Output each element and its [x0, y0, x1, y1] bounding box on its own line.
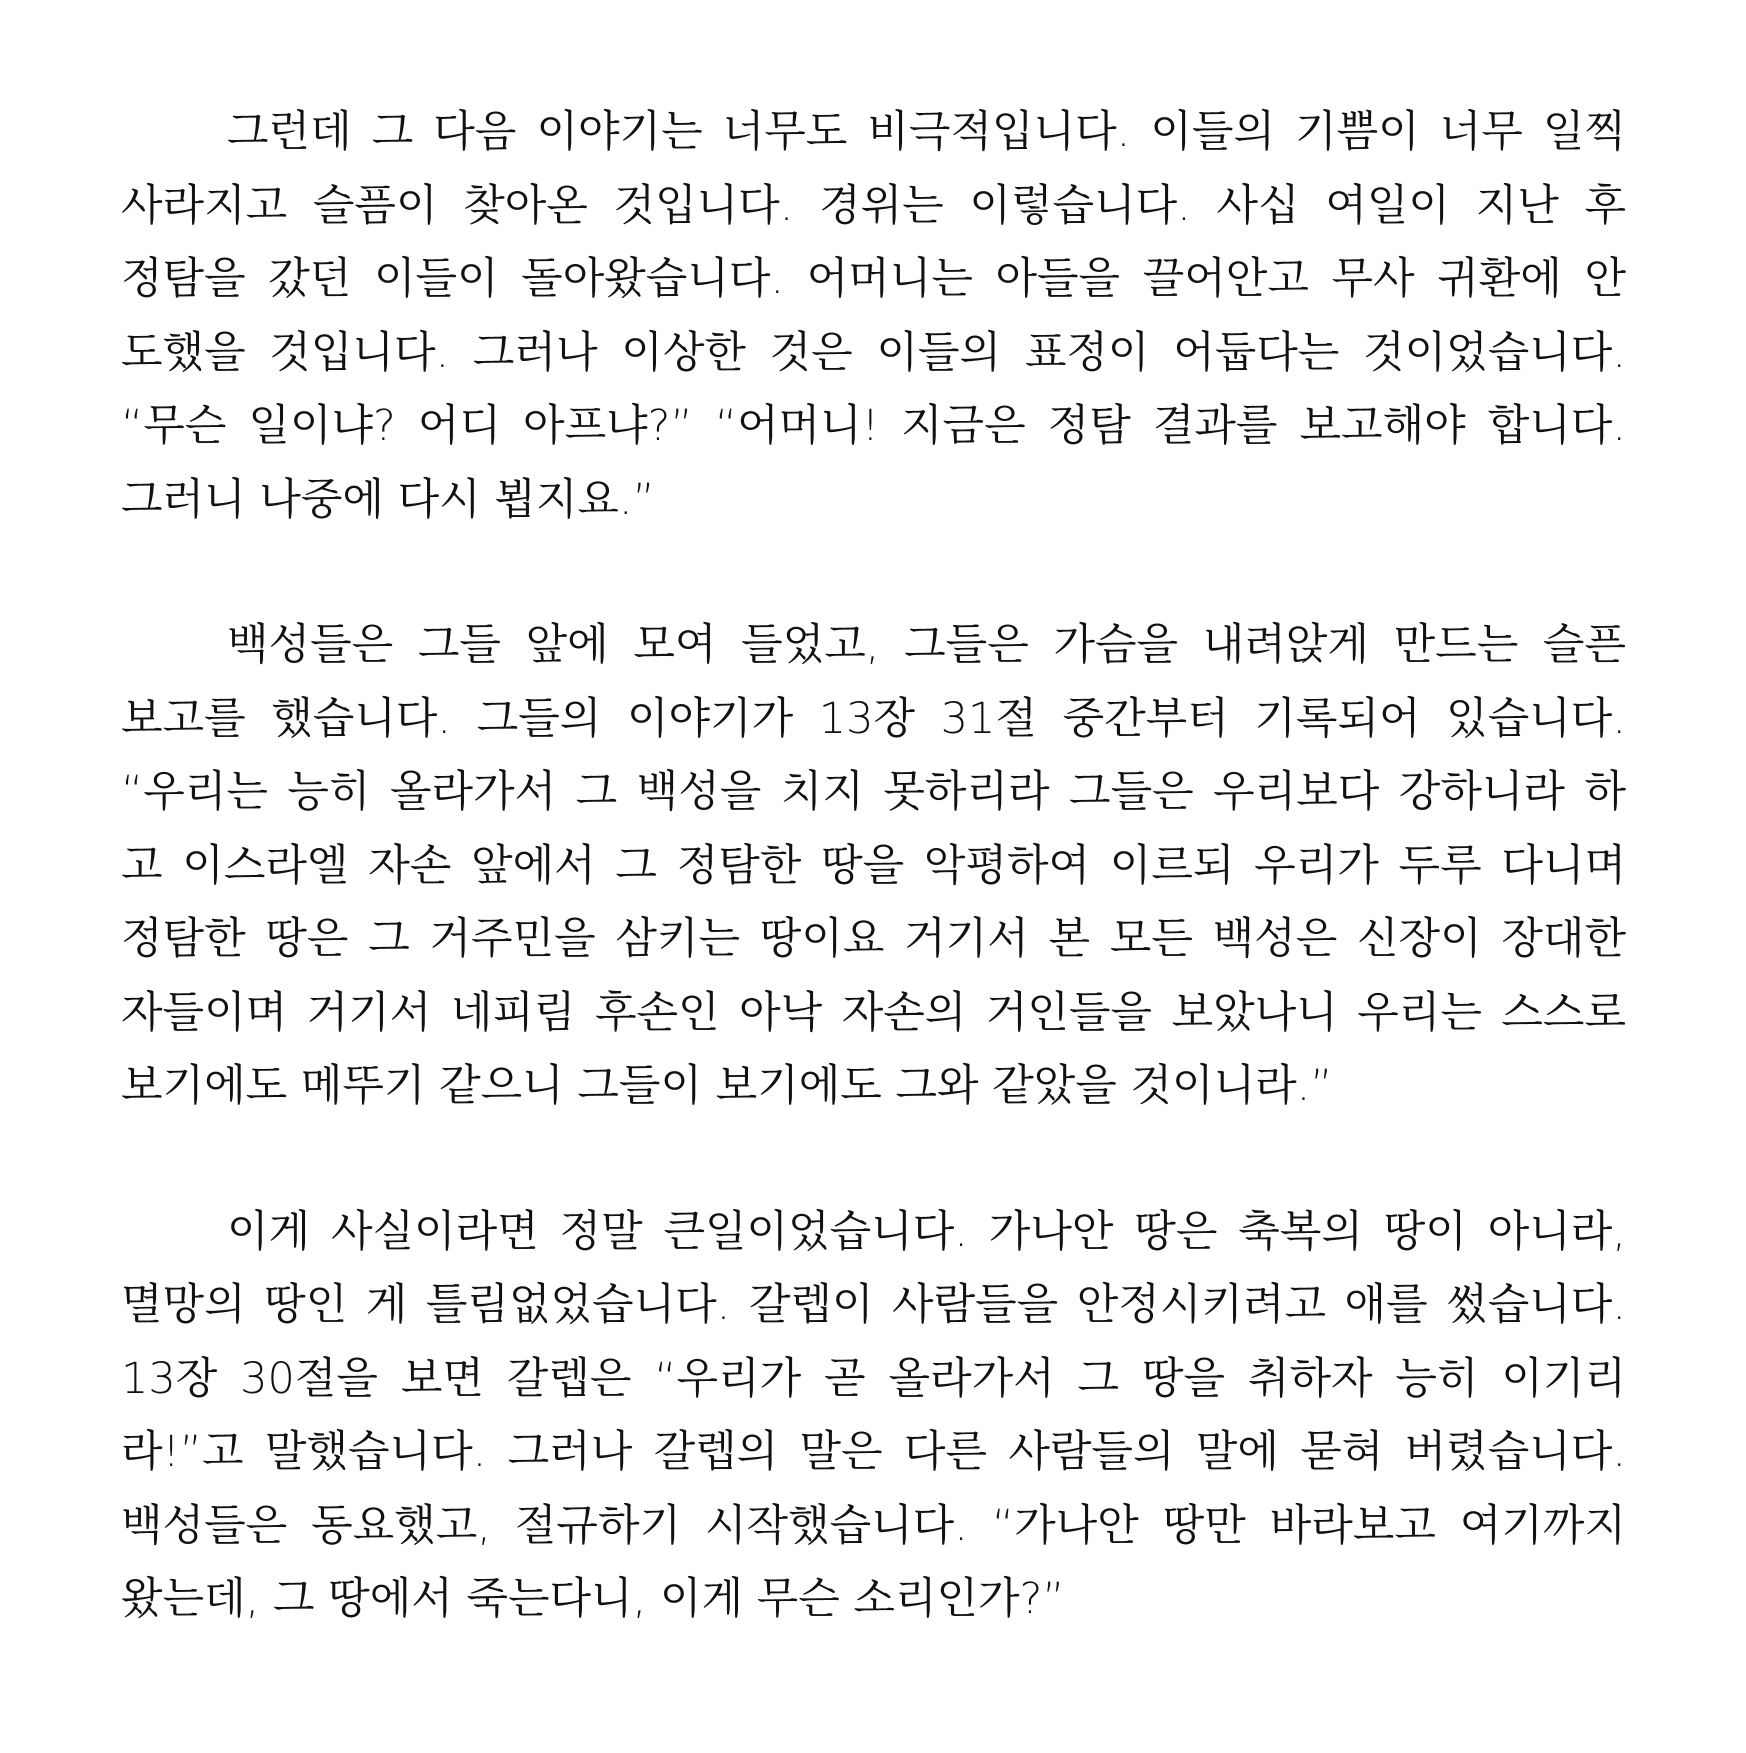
paragraph-3 — [121, 1196, 1626, 1637]
paragraph-2 — [121, 609, 1626, 1124]
text-line: 보고를 했습니다. 그들의 이야기가 13장 31절 중간부터 기록되어 있습니다. — [121, 693, 1626, 744]
text-line: 정탐을 갔던 이들이 돌아왔습니다. 어머니는 아들을 끌어안고 무사 귀환에 안 — [121, 254, 1626, 304]
text-line: 왔는데, 그 땅에서 죽는다니, 이게 무슨 소리인가?” — [121, 1574, 1065, 1624]
text-line: 보기에도 메뚜기 같으니 그들이 보기에도 그와 같았을 것이니라.” — [121, 1061, 1333, 1111]
text-line: 고 이스라엘 자손 앞에서 그 정탐한 땅을 악평하여 이르되 우리가 두루 다니며 — [121, 840, 1626, 891]
paragraph-gap — [121, 537, 1626, 609]
text-line: 멸망의 땅인 게 틀림없었습니다. 갈렙이 사람들을 안정시키려고 애를 썼습니다. — [121, 1280, 1626, 1330]
paragraph-1 — [121, 96, 1626, 537]
text-line: 백성들은 동요했고, 절규하기 시작했습니다. “가나안 땅만 바라보고 여기까지 — [121, 1500, 1626, 1551]
text-line: 그러니 나중에 다시 뵙지요.” — [121, 474, 655, 525]
text-line: 정탐한 땅은 그 거주민을 삼키는 땅이요 거기서 본 모든 백성은 신장이 장대한 — [121, 914, 1626, 964]
text-line: 자들이며 거기서 네피림 후손인 아낙 자손의 거인들을 보았나니 우리는 스스로 — [121, 987, 1626, 1038]
document-page — [121, 96, 1626, 1637]
text-line: 그런데 그 다음 이야기는 너무도 비극적입니다. 이들의 기쁨이 너무 일찍 — [227, 107, 1626, 157]
text-line: 사라지고 슬픔이 찾아온 것입니다. 경위는 이렇습니다. 사십 여일이 지난 후 — [121, 180, 1626, 231]
text-line: 도했을 것입니다. 그러나 이상한 것은 이들의 표정이 어둡다는 것이었습니다. — [121, 327, 1626, 378]
text-line: 13장 30절을 보면 갈렙은 “우리가 곧 올라가서 그 땅을 취하자 능히 이기리 — [121, 1353, 1626, 1404]
paragraph-gap — [121, 1124, 1626, 1196]
text-line: 이게 사실이라면 정말 큰일이었습니다. 가나안 땅은 축복의 땅이 아니라, — [227, 1206, 1626, 1257]
text-line: “우리는 능히 올라가서 그 백성을 치지 못하리라 그들은 우리보다 강하니라 하 — [121, 767, 1626, 817]
text-line: 백성들은 그들 앞에 모여 들었고, 그들은 가슴을 내려앉게 만드는 슬픈 — [227, 620, 1626, 670]
text-line: 라!”고 말했습니다. 그러나 갈렙의 말은 다른 사람들의 말에 묻혀 버렸습니다. — [121, 1427, 1626, 1477]
text-line: “무슨 일이냐? 어디 아프냐?” “어머니! 지금은 정탐 결과를 보고해야 합니다. — [121, 401, 1626, 451]
